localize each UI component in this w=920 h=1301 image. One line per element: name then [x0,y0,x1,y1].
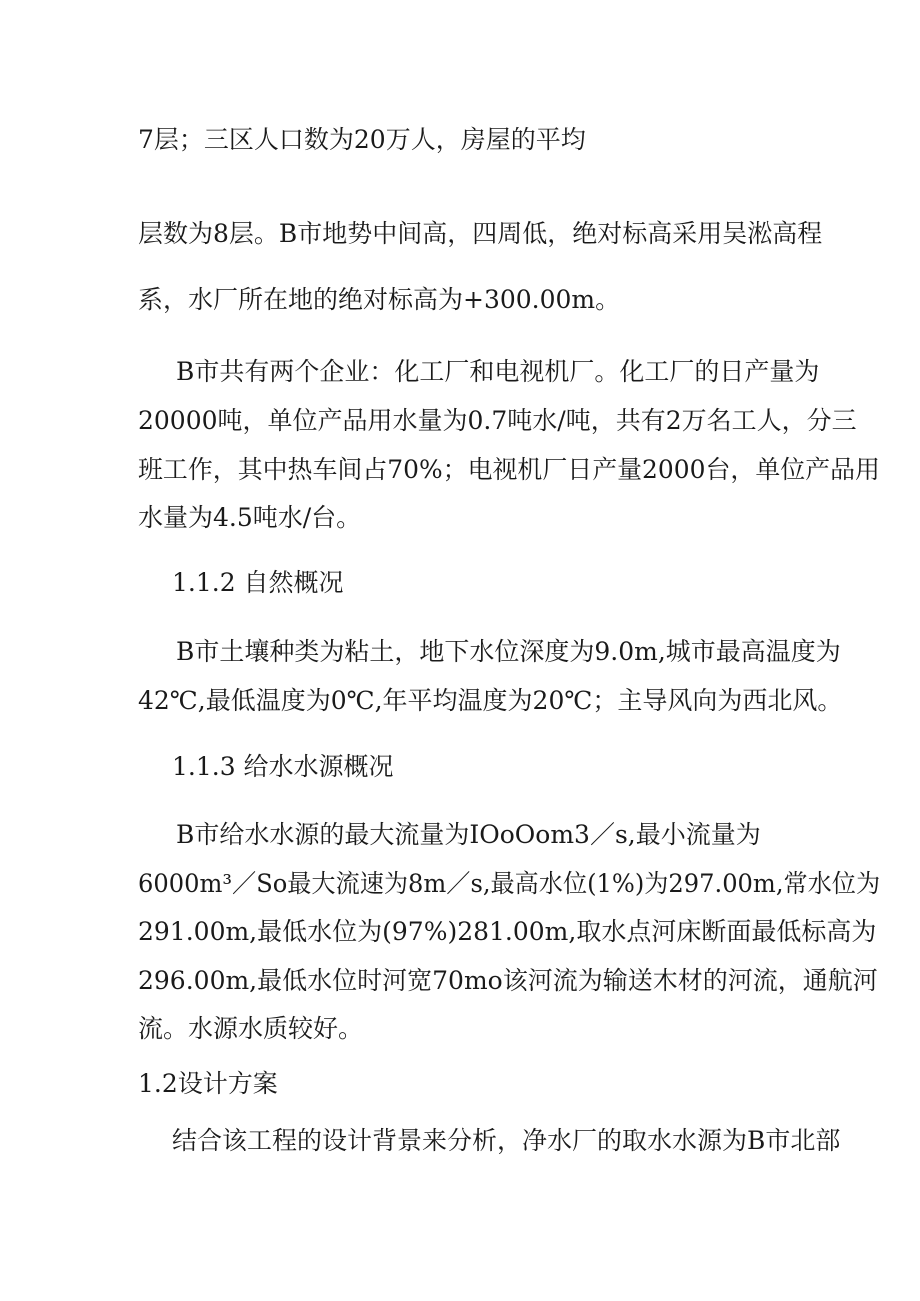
text-line: 班工作，其中热车间占70%；电视机厂日产量2000台，单位产品用 [138,455,880,484]
section-heading: 1.2设计方案 [138,1069,278,1098]
text-line: B市给水水源的最大流量为IOoOom3／s,最小流量为 [176,820,761,849]
section-heading: 1.1.2 自然概况 [172,568,344,597]
text-line: B市土壤种类为粘土，地下水位深度为9.0m,城市最高温度为 [176,637,841,666]
section-heading: 1.1.3 给水水源概况 [172,752,394,781]
text-line: 系，水厂所在地的绝对标高为+300.00m。 [138,285,621,314]
text-line: 水量为4.5吨水/台。 [138,503,362,532]
text-line: 291.00m,最低水位为(97%)281.00m,取水点河床断面最低标高为 [138,917,877,946]
text-line: B市共有两个企业：化工厂和电视机厂。化工厂的日产量为 [176,357,820,386]
text-line: 42℃,最低温度为0℃,年平均温度为20℃；主导风向为西北风。 [138,686,843,715]
text-line: 20000吨，单位产品用水量为0.7吨水/吨，共有2万名工人，分三 [138,406,857,435]
text-line: 7层；三区人口数为20万人，房屋的平均 [138,125,586,154]
text-line: 6000m³／So最大流速为8m／s,最高水位(1%)为297.00m,常水位为 [138,869,881,898]
text-line: 296.00m,最低水位时河宽70mo该河流为输送木材的河流，通航河 [138,966,878,995]
text-line: 结合该工程的设计背景来分析，净水厂的取水水源为B市北部 [172,1126,841,1155]
text-line: 流。水源水质较好。 [138,1014,364,1043]
text-line: 层数为8层。B市地势中间高，四周低，绝对标高采用吴淞高程 [138,219,823,248]
